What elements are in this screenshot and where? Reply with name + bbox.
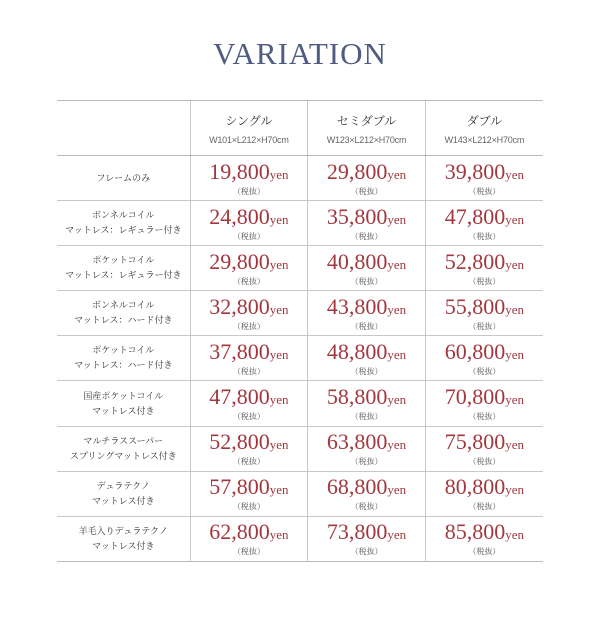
row-label-line: マルチラススーパー — [83, 435, 164, 446]
tax-note: （税抜） — [350, 502, 383, 512]
header-semi-double — [308, 101, 426, 156]
price-amount: 73,800 — [326, 519, 388, 545]
price — [308, 520, 425, 547]
tax-note: （税抜） — [232, 366, 265, 376]
tax-note: （税抜） — [468, 321, 501, 331]
price — [308, 160, 425, 187]
price-cell — [308, 381, 426, 426]
price-cell — [425, 156, 543, 201]
tax-note: （税抜） — [232, 276, 265, 286]
row-label-line: マットレス：レギュラー付き — [65, 225, 182, 236]
price — [308, 205, 425, 232]
price — [191, 385, 308, 412]
price-amount: 58,800 — [326, 384, 388, 410]
price-currency: yen — [387, 527, 407, 543]
price-amount: 85,800 — [444, 519, 506, 545]
price-currency: yen — [387, 256, 407, 272]
table-row — [57, 516, 543, 561]
price-currency: yen — [387, 437, 407, 453]
price-amount: 57,800 — [209, 474, 270, 500]
table-row — [57, 471, 543, 516]
price — [426, 475, 543, 502]
price — [426, 385, 543, 412]
price — [308, 340, 425, 367]
price-amount: 52,800 — [209, 429, 270, 455]
tax-note: （税抜） — [350, 231, 383, 241]
price-cell — [308, 516, 426, 561]
price-cell — [308, 471, 426, 516]
price-cell — [425, 426, 543, 471]
price — [191, 295, 308, 322]
row-label-line: マットレス付き — [92, 495, 155, 506]
price-cell — [190, 336, 308, 381]
row-label-line: スプリングマットレス付き — [69, 450, 177, 461]
price-currency: yen — [505, 392, 525, 408]
price — [426, 160, 543, 187]
row-label-cell — [57, 336, 190, 381]
row-label-cell — [57, 471, 190, 516]
price — [426, 250, 543, 277]
price-currency: yen — [387, 211, 407, 227]
price-amount: 32,800 — [209, 293, 270, 319]
price — [191, 475, 308, 502]
tax-note: （税抜） — [468, 186, 501, 196]
row-label-line: ポケットコイル — [92, 345, 155, 356]
tax-note: （税抜） — [350, 321, 383, 331]
price-currency: yen — [505, 301, 525, 317]
header-single — [190, 101, 308, 156]
price — [426, 295, 543, 322]
price-table-body — [57, 156, 543, 562]
price-cell — [308, 291, 426, 336]
price-amount: 39,800 — [444, 158, 506, 184]
price-amount: 29,800 — [326, 158, 388, 184]
price-cell — [190, 201, 308, 246]
price-currency: yen — [387, 301, 407, 317]
row-label-line: ボンネルコイル — [92, 210, 155, 221]
price-amount: 29,800 — [209, 248, 270, 274]
table-row — [57, 291, 543, 336]
price — [191, 520, 308, 547]
price-amount: 40,800 — [326, 248, 388, 274]
row-label-line: 羊毛入りデュラテクノ — [78, 525, 168, 536]
price-cell — [425, 516, 543, 561]
size-dimensions: W123×L212×H70cm — [326, 134, 407, 145]
tax-note: （税抜） — [468, 231, 501, 241]
price-amount: 68,800 — [326, 474, 388, 500]
row-label-line: マットレス付き — [92, 405, 155, 416]
tax-note: （税抜） — [350, 412, 383, 422]
price-currency: yen — [269, 256, 289, 272]
price-cell — [308, 426, 426, 471]
table-row — [57, 381, 543, 426]
tax-note: （税抜） — [350, 547, 383, 557]
row-label-cell — [57, 516, 190, 561]
row-label-line: ボンネルコイル — [92, 300, 155, 311]
price-currency: yen — [505, 346, 525, 362]
row-label-cell — [57, 201, 190, 246]
price-cell — [308, 336, 426, 381]
price-currency: yen — [269, 437, 289, 453]
size-name: ダブル — [466, 113, 503, 128]
price — [426, 340, 543, 367]
row-label-line: マットレス付き — [92, 540, 155, 551]
price-amount: 70,800 — [444, 384, 506, 410]
price-currency: yen — [269, 392, 289, 408]
price — [308, 250, 425, 277]
price-currency: yen — [505, 211, 525, 227]
table-row — [57, 426, 543, 471]
price-currency: yen — [387, 392, 407, 408]
price-amount: 24,800 — [209, 203, 270, 229]
row-label-line: 国産ポケットコイル — [83, 390, 164, 401]
price-amount: 43,800 — [326, 293, 388, 319]
row-label-cell — [57, 246, 190, 291]
table-row — [57, 246, 543, 291]
size-name: シングル — [225, 113, 273, 128]
price-cell — [425, 201, 543, 246]
row-label-line: マットレス：ハード付き — [74, 360, 173, 371]
price-currency: yen — [505, 166, 525, 182]
price-currency: yen — [269, 346, 289, 362]
price — [426, 430, 543, 457]
row-label-line: フレームのみ — [96, 172, 151, 183]
row-label-cell — [57, 291, 190, 336]
row-label-line: ポケットコイル — [92, 255, 155, 266]
tax-note: （税抜） — [468, 366, 501, 376]
table-row — [57, 156, 543, 201]
row-label-cell — [57, 156, 190, 201]
price — [308, 385, 425, 412]
price — [191, 340, 308, 367]
tax-note: （税抜） — [350, 457, 383, 467]
tax-note: （税抜） — [232, 321, 265, 331]
price-cell — [308, 246, 426, 291]
table-row — [57, 336, 543, 381]
price-cell — [425, 336, 543, 381]
price-cell — [425, 381, 543, 426]
tax-note: （税抜） — [232, 547, 265, 557]
price-cell — [425, 246, 543, 291]
price-amount: 63,800 — [326, 429, 388, 455]
tax-note: （税抜） — [232, 231, 265, 241]
price — [308, 295, 425, 322]
tax-note: （税抜） — [232, 186, 265, 196]
price — [426, 205, 543, 232]
row-label-line: マットレス：レギュラー付き — [65, 270, 182, 281]
price-currency: yen — [387, 482, 407, 498]
size-dimensions: W143×L212×H70cm — [444, 134, 525, 145]
header-corner-cell — [57, 101, 190, 156]
price-currency: yen — [505, 437, 525, 453]
price-amount: 37,800 — [209, 338, 270, 364]
price-amount: 47,800 — [209, 384, 270, 410]
row-label-line: マットレス：ハード付き — [74, 315, 173, 326]
row-label-cell — [57, 381, 190, 426]
price-cell — [190, 426, 308, 471]
tax-note: （税抜） — [468, 276, 501, 286]
row-label-line: デュラテクノ — [96, 480, 150, 491]
price-currency: yen — [269, 301, 289, 317]
price — [426, 520, 543, 547]
price-amount: 62,800 — [209, 519, 270, 545]
price-cell — [308, 156, 426, 201]
price-cell — [190, 291, 308, 336]
price-cell — [190, 246, 308, 291]
price-cell — [308, 201, 426, 246]
tax-note: （税抜） — [350, 276, 383, 286]
tax-note: （税抜） — [350, 366, 383, 376]
price-currency: yen — [505, 527, 525, 543]
price-cell — [190, 516, 308, 561]
price-cell — [425, 291, 543, 336]
row-label-cell — [57, 426, 190, 471]
price-currency: yen — [387, 166, 407, 182]
table-row — [57, 201, 543, 246]
price-amount: 35,800 — [326, 203, 388, 229]
price — [191, 205, 308, 232]
price-table — [57, 100, 543, 562]
size-name: セミダブル — [336, 113, 397, 128]
price-amount: 19,800 — [209, 158, 270, 184]
price-currency: yen — [269, 211, 289, 227]
table-header-row — [57, 101, 543, 156]
price-cell — [425, 471, 543, 516]
price-amount: 60,800 — [444, 338, 506, 364]
price — [191, 250, 308, 277]
size-dimensions: W101×L212×H70cm — [209, 134, 289, 145]
price-cell — [190, 156, 308, 201]
page-title: VARIATION — [213, 36, 387, 71]
tax-note: （税抜） — [468, 457, 501, 467]
tax-note: （税抜） — [468, 547, 501, 557]
tax-note: （税抜） — [232, 457, 265, 467]
price-amount: 52,800 — [444, 248, 506, 274]
tax-note: （税抜） — [232, 502, 265, 512]
price-currency: yen — [269, 482, 289, 498]
price-amount: 75,800 — [444, 429, 506, 455]
tax-note: （税抜） — [468, 502, 501, 512]
tax-note: （税抜） — [232, 412, 265, 422]
price-currency: yen — [269, 166, 289, 182]
price — [191, 430, 308, 457]
price-currency: yen — [505, 256, 525, 272]
price-currency: yen — [505, 482, 525, 498]
header-double — [425, 101, 543, 156]
price-cell — [190, 471, 308, 516]
price-amount: 47,800 — [444, 203, 506, 229]
price-amount: 55,800 — [444, 293, 506, 319]
price — [191, 160, 308, 187]
price-amount: 80,800 — [444, 474, 506, 500]
price-currency: yen — [269, 527, 289, 543]
tax-note: （税抜） — [468, 412, 501, 422]
price — [308, 430, 425, 457]
tax-note: （税抜） — [350, 186, 383, 196]
price-amount: 48,800 — [326, 338, 388, 364]
price-currency: yen — [387, 346, 407, 362]
price-cell — [190, 381, 308, 426]
price — [308, 475, 425, 502]
